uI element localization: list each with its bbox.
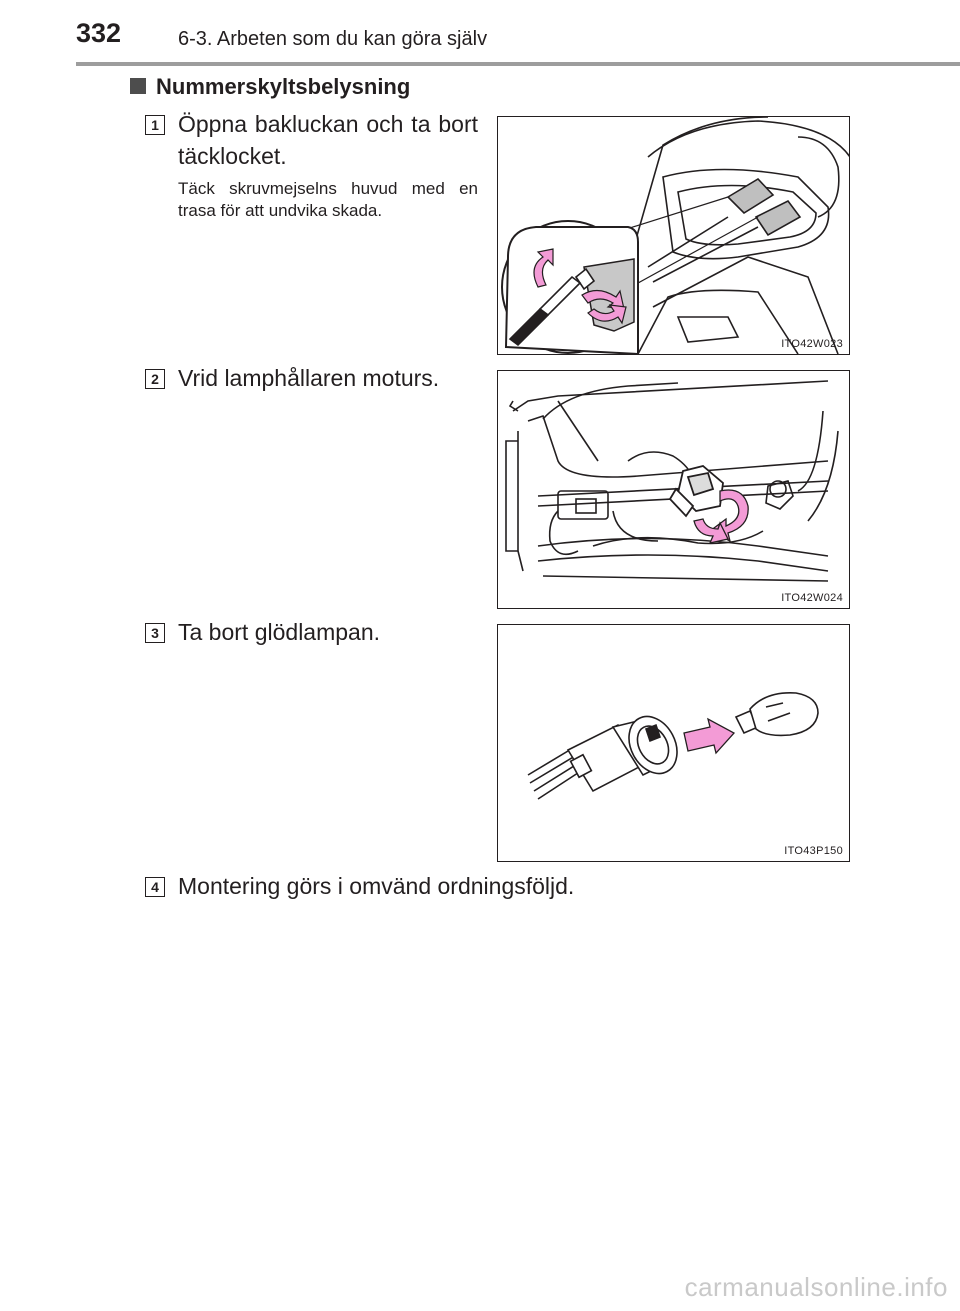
figure-code: ITO42W024 [781, 592, 843, 604]
step-text-1: Öppna bakluckan och ta bort täcklocket. [178, 111, 478, 169]
step-text-4: Montering görs i omvänd ordningsföljd. [178, 873, 575, 899]
step-number-3: 3 [145, 623, 165, 643]
tailgate-illustration [498, 117, 849, 354]
step-text-3: Ta bort glödlampan. [178, 619, 381, 645]
watermark-url: carmanualsonline.info [684, 1272, 948, 1302]
step-number-1: 1 [145, 115, 165, 135]
figure-code: ITO42W023 [781, 338, 843, 350]
step-note-1: Täck skruvmejselns huvud med en trasa för att undvika skada. [178, 179, 478, 220]
bulb-removal-illustration [498, 625, 849, 861]
step-number-4: 4 [145, 877, 165, 897]
chapter-title: 6-3. Arbeten som du kan göra själv [178, 28, 488, 50]
bullet-square-icon [130, 78, 146, 94]
page-number: 332 [76, 18, 122, 48]
lamp-holder-illustration [498, 371, 849, 608]
figure-open-tailgate [497, 116, 850, 355]
figure-code: ITO43P150 [784, 845, 843, 857]
step-text-2: Vrid lamphållaren moturs. [178, 365, 440, 391]
figure-lamp-holder [497, 370, 850, 609]
section-title-text: Nummerskyltsbelysning [156, 74, 411, 99]
header-divider [76, 62, 960, 66]
section-heading [130, 74, 410, 100]
step-number-2: 2 [145, 369, 165, 389]
figure-bulb-removal [497, 624, 850, 862]
